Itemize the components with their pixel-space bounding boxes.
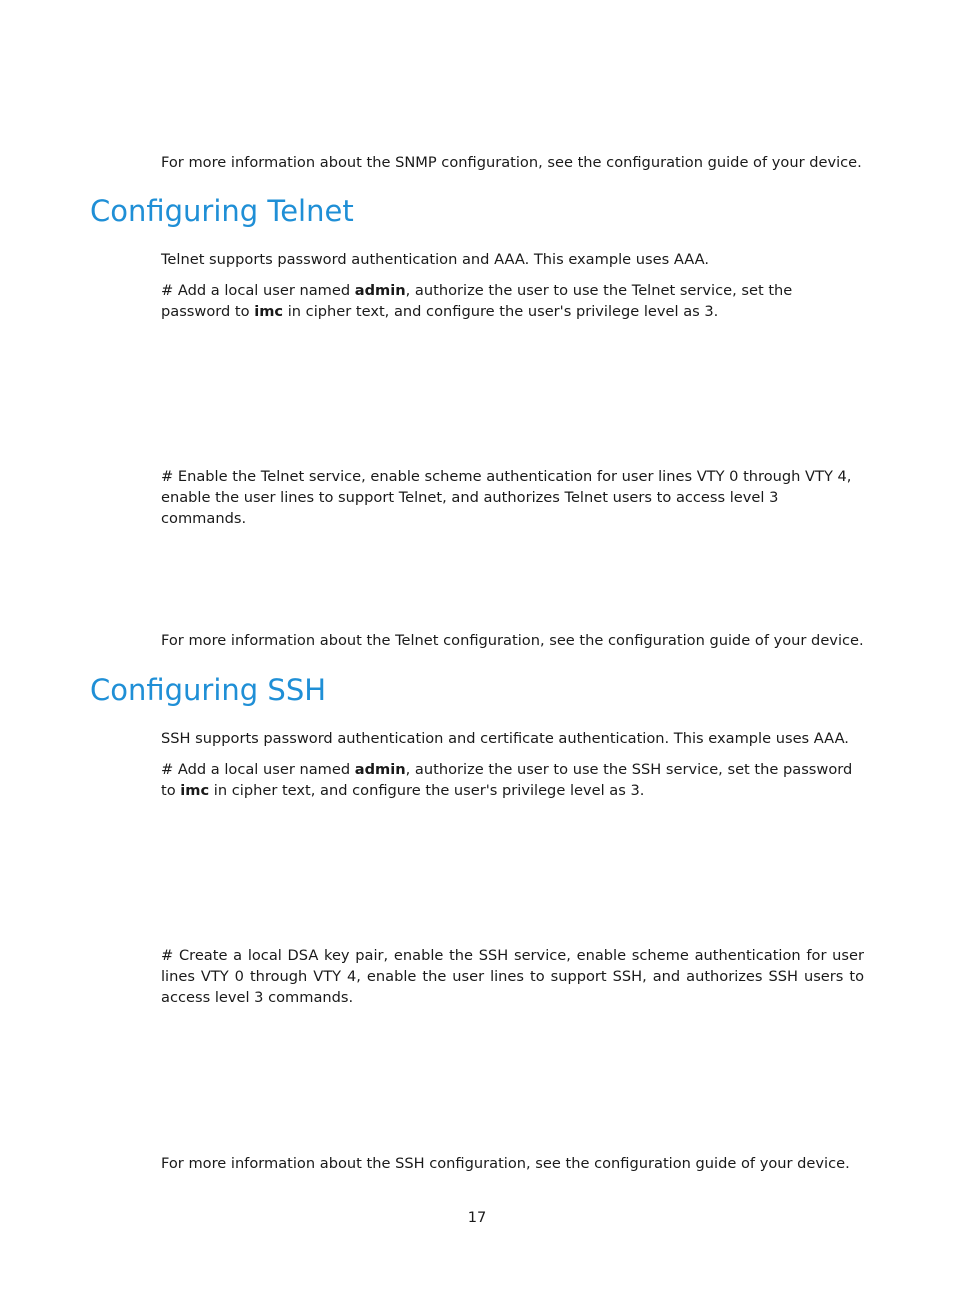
telnet-step1-suffix: in cipher text, and configure the user's privilege level as 3. [283,303,719,320]
telnet-step1-middle: , authorize the user to use the Telnet service, set the password to [161,282,793,320]
telnet-intro: Telnet supports password authentication and AAA. This example uses AAA. [161,251,709,268]
snmp-note: For more information about the SNMP configuration, see the configuration guide of your device. [161,154,862,171]
heading-configuring-ssh: Configuring SSH [90,673,327,707]
ssh-step1-username: admin [354,761,406,778]
ssh-intro: SSH supports password authentication and certificate authentication. This example uses AAA. [161,730,849,747]
ssh-step1-middle: , authorize the user to use the SSH service, set the password to [161,761,853,799]
page-number: 17 [467,1209,487,1226]
ssh-step1-prefix: # Add a local user named [161,761,355,778]
telnet-step1-prefix: # Add a local user named [161,282,355,299]
telnet-step-enable-service: # Enable the Telnet service, enable scheme authentication for user lines VTY 0 through VTY 4, enable the user lines to support Telnet, and authorizes Telnet users to access level 3 commands. [161,468,852,527]
telnet-step1-username: admin [354,282,406,299]
telnet-step-add-user [161,280,864,322]
ssh-step-create-key: # Create a local DSA key pair, enable the SSH service, enable scheme authentication for user lines VTY 0 through VTY 4, enable the user lines to support SSH, and authorizes SSH users to access level 3 commands. [161,947,864,1006]
ssh-step1-suffix: in cipher text, and configure the user's privilege level as 3. [209,782,645,799]
ssh-step-add-user [161,759,864,801]
heading-configuring-telnet: Configuring Telnet [90,194,354,228]
telnet-step1-password: imc [254,303,284,320]
ssh-note: For more information about the SSH configuration, see the configuration guide of your device. [161,1155,850,1172]
telnet-note: For more information about the Telnet configuration, see the configuration guide of your device. [161,632,864,649]
ssh-step1-password: imc [180,782,210,799]
